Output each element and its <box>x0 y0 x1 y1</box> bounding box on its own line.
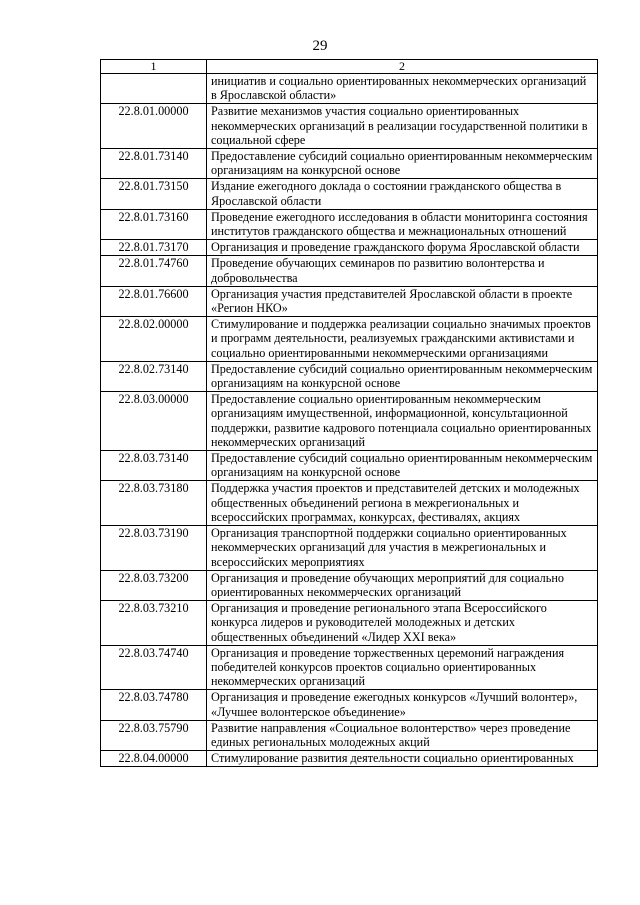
row-code-cell <box>101 74 207 104</box>
table-row <box>101 256 598 286</box>
table-row <box>101 645 598 690</box>
row-code-cell: 22.8.01.73170 <box>101 240 207 256</box>
row-description-cell: Организация участия представителей Ярославской области в проекте «Регион НКО» <box>207 286 598 316</box>
column-header-2: 2 <box>207 60 598 74</box>
table-row <box>101 209 598 239</box>
row-code-cell: 22.8.01.73150 <box>101 179 207 209</box>
row-description-cell: Развитие механизмов участия социально ориентированных некоммерческих организаций в реализации государственной политики в социальной сфере <box>207 104 598 149</box>
row-code-cell: 22.8.03.00000 <box>101 392 207 451</box>
row-description-cell: Предоставление социально ориентированным некоммерческим организациям имущественной, информационной, консультационной поддержки, развитие кадрового потенциала социально ориентированных некоммерческих организаций <box>207 392 598 451</box>
row-code-cell: 22.8.03.73140 <box>101 451 207 481</box>
table-row <box>101 179 598 209</box>
table-row <box>101 317 598 362</box>
table-row <box>101 751 598 767</box>
row-code-cell: 22.8.01.74760 <box>101 256 207 286</box>
row-description-cell: Развитие направления «Социальное волонтерство» через проведение единых региональных молодежных акций <box>207 720 598 750</box>
row-description-cell: инициатив и социально ориентированных некоммерческих организаций в Ярославской области» <box>207 74 598 104</box>
row-code-cell: 22.8.01.73160 <box>101 209 207 239</box>
row-description-cell: Организация и проведение гражданского форума Ярославской области <box>207 240 598 256</box>
column-header-1: 1 <box>101 60 207 74</box>
table-row <box>101 720 598 750</box>
page-number: 29 <box>312 38 328 54</box>
row-code-cell: 22.8.03.73190 <box>101 526 207 571</box>
row-description-cell: Стимулирование и поддержка реализации социально значимых проектов и программ деятельности, реализуемых гражданскими активистами и социально ориентированными некоммерческими организациями <box>207 317 598 362</box>
row-code-cell: 22.8.03.73180 <box>101 481 207 526</box>
table-body <box>101 74 598 767</box>
budget-classification-table <box>100 59 598 767</box>
row-description-cell: Организация транспортной поддержки социально ориентированных некоммерческих организаций для участия в межрегиональных и всероссийских мероприятиях <box>207 526 598 571</box>
table-row <box>101 526 598 571</box>
table-header-row <box>101 60 598 74</box>
table-row <box>101 690 598 720</box>
row-code-cell: 22.8.04.00000 <box>101 751 207 767</box>
row-description-cell: Поддержка участия проектов и представителей детских и молодежных общественных объединений региона в межрегиональных и всероссийских программах, конкурсах, фестивалях, акциях <box>207 481 598 526</box>
table-row <box>101 74 598 104</box>
table-row <box>101 451 598 481</box>
row-description-cell: Организация и проведение торжественных церемоний награждения победителей конкурсов проектов социально ориентированных некоммерческих организаций <box>207 645 598 690</box>
table-row <box>101 481 598 526</box>
row-description-cell: Организация и проведение ежегодных конкурсов «Лучший волонтер», «Лучшее волонтерское объединение» <box>207 690 598 720</box>
row-description-cell: Предоставление субсидий социально ориентированным некоммерческим организациям на конкурсной основе <box>207 149 598 179</box>
row-code-cell: 22.8.03.75790 <box>101 720 207 750</box>
row-description-cell: Предоставление субсидий социально ориентированным некоммерческим организациям на конкурсной основе <box>207 451 598 481</box>
table-row <box>101 392 598 451</box>
row-code-cell: 22.8.01.76600 <box>101 286 207 316</box>
row-description-cell: Организация и проведение обучающих мероприятий для социально ориентированных некоммерческих организаций <box>207 570 598 600</box>
row-description-cell: Проведение ежегодного исследования в области мониторинга состояния институтов гражданского общества и межнациональных отношений <box>207 209 598 239</box>
table-row <box>101 601 598 646</box>
table-row <box>101 104 598 149</box>
row-description-cell: Проведение обучающих семинаров по развитию волонтерства и добровольчества <box>207 256 598 286</box>
row-description-cell: Издание ежегодного доклада о состоянии гражданского общества в Ярославской области <box>207 179 598 209</box>
row-code-cell: 22.8.01.73140 <box>101 149 207 179</box>
row-description-cell: Предоставление субсидий социально ориентированным некоммерческим организациям на конкурсной основе <box>207 361 598 391</box>
row-code-cell: 22.8.02.00000 <box>101 317 207 362</box>
row-code-cell: 22.8.01.00000 <box>101 104 207 149</box>
table-row <box>101 149 598 179</box>
table-row <box>101 286 598 316</box>
row-description-cell: Организация и проведение регионального этапа Всероссийского конкурса лидеров и руководителей молодежных и детских общественных объединений «Лидер XXI века» <box>207 601 598 646</box>
row-code-cell: 22.8.02.73140 <box>101 361 207 391</box>
row-description-cell: Стимулирование развития деятельности социально ориентированных <box>207 751 598 767</box>
table-row <box>101 570 598 600</box>
row-code-cell: 22.8.03.73210 <box>101 601 207 646</box>
row-code-cell: 22.8.03.74740 <box>101 645 207 690</box>
row-code-cell: 22.8.03.74780 <box>101 690 207 720</box>
table-row <box>101 240 598 256</box>
table-row <box>101 361 598 391</box>
row-code-cell: 22.8.03.73200 <box>101 570 207 600</box>
